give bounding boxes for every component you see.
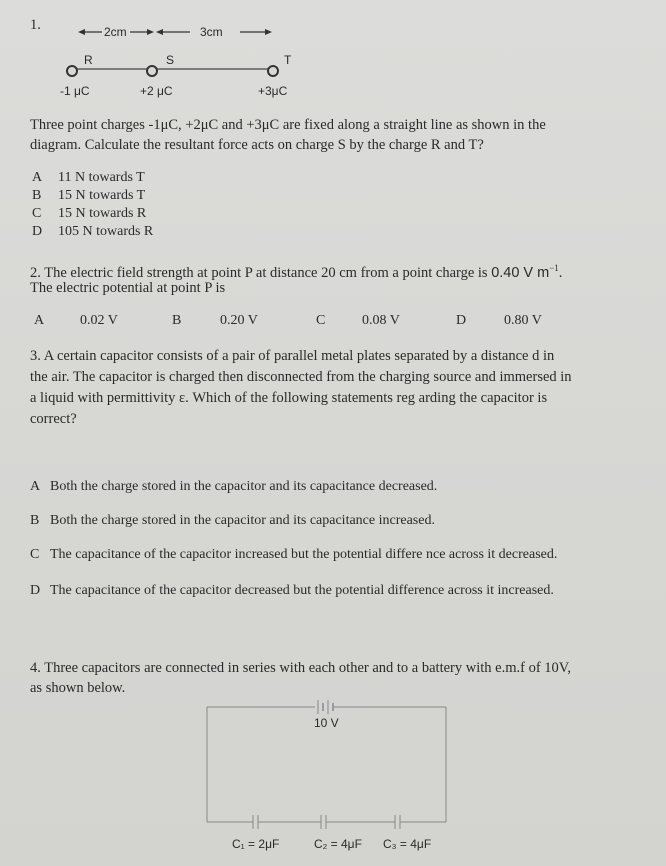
q1-option-b-text[interactable]: 15 N towards T bbox=[58, 188, 146, 203]
distance-st-label: 3cm bbox=[200, 25, 223, 39]
q1-option-a-letter: A bbox=[32, 170, 43, 185]
q1-option-a-text[interactable]: 11 N towards T bbox=[58, 170, 145, 185]
q3-option-d-text[interactable]: The capacitance of the capacitor decreased but the potential difference across it increased. bbox=[50, 583, 554, 598]
question-1-text-line-1: Three point charges -1μC, +2μC and +3μC are fixed along a straight line as shown in the bbox=[30, 117, 546, 133]
question-4-text-line-1: 4. Three capacitors are connected in series with each other and to a battery with e.m.f of 10V, bbox=[30, 660, 571, 676]
charge-r-value: -1 μC bbox=[60, 84, 90, 98]
question-3-text-line-4: correct? bbox=[30, 411, 77, 427]
q1-option-c-letter: C bbox=[32, 206, 42, 221]
q3-option-a-text[interactable]: Both the charge stored in the capacitor and its capacitance decreased. bbox=[50, 479, 438, 494]
q3-option-c-text[interactable]: The capacitance of the capacitor increased but the potential differe nce across it decreased. bbox=[50, 547, 558, 562]
question-2-stem: 2. The electric field strength at point P at distance 20 cm from a point charge is bbox=[30, 264, 488, 281]
question-1-number: 1. bbox=[30, 17, 41, 33]
q3-option-b-text[interactable]: Both the charge stored in the capacitor and its capacitance increased. bbox=[50, 513, 435, 528]
q2-option-c-text[interactable]: 0.08 V bbox=[362, 313, 400, 328]
q2-option-d-text[interactable]: 0.80 V bbox=[504, 313, 542, 328]
distance-rs-label: 2cm bbox=[104, 25, 127, 39]
q3-option-b-letter: B bbox=[30, 513, 40, 528]
capacitor-c1-label: C₁ = 2μF bbox=[232, 837, 280, 851]
q2-option-b-letter: B bbox=[172, 313, 182, 328]
q2-option-b-text[interactable]: 0.20 V bbox=[220, 313, 258, 328]
charge-r-label: R bbox=[84, 53, 93, 67]
q2-option-a-letter: A bbox=[34, 313, 45, 328]
question-3-text-line-2: the air. The capacitor is charged then disconnected from the charging source and immersed in bbox=[30, 369, 572, 385]
q2-option-d-letter: D bbox=[456, 313, 467, 328]
question-3-text-line-1: 3. A certain capacitor consists of a pair of parallel metal plates separated by a distance d in bbox=[30, 348, 555, 364]
charge-s-label: S bbox=[166, 53, 175, 67]
q3-option-c-letter: C bbox=[30, 547, 40, 562]
q3-option-d-letter: D bbox=[30, 583, 41, 598]
charge-t-label: T bbox=[284, 53, 292, 67]
q3-option-a-letter: A bbox=[30, 479, 41, 494]
q1-option-b-letter: B bbox=[32, 188, 42, 203]
charge-t-marker bbox=[268, 66, 278, 76]
q2-option-a-text[interactable]: 0.02 V bbox=[80, 313, 118, 328]
charge-s-marker bbox=[147, 66, 157, 76]
q1-option-d-text[interactable]: 105 N towards R bbox=[58, 224, 154, 239]
capacitor-c2-label: C₂ = 4μF bbox=[314, 837, 362, 851]
field-strength-value: 0.40 V m bbox=[491, 264, 550, 281]
question-1-text-line-2: diagram. Calculate the resultant force acts on charge S by the charge R and T? bbox=[30, 137, 484, 153]
charge-s-value: +2 μC bbox=[140, 84, 173, 98]
question-3-text-line-3: a liquid with permittivity ε. Which of the following statements reg arding the capacitor is bbox=[30, 390, 548, 406]
q2-option-c-letter: C bbox=[316, 313, 326, 328]
q1-option-c-text[interactable]: 15 N towards R bbox=[58, 206, 147, 221]
question-2-text-line-2: The electric potential at point P is bbox=[30, 280, 226, 296]
charge-t-value: +3μC bbox=[258, 84, 288, 98]
field-strength-exponent: −1 bbox=[549, 263, 559, 273]
charge-r-marker bbox=[67, 66, 77, 76]
q1-option-d-letter: D bbox=[32, 224, 43, 239]
question-2-text-line-1: 2. The electric field strength at point P at distance 20 cm from a point charge is 0.40 V $m^{-1}$. bbox=[30, 263, 563, 281]
capacitor-c3-label: C₃ = 4μF bbox=[383, 837, 432, 851]
question-4-text-line-2: as shown below. bbox=[30, 680, 126, 696]
battery-label: 10 V bbox=[314, 716, 339, 730]
